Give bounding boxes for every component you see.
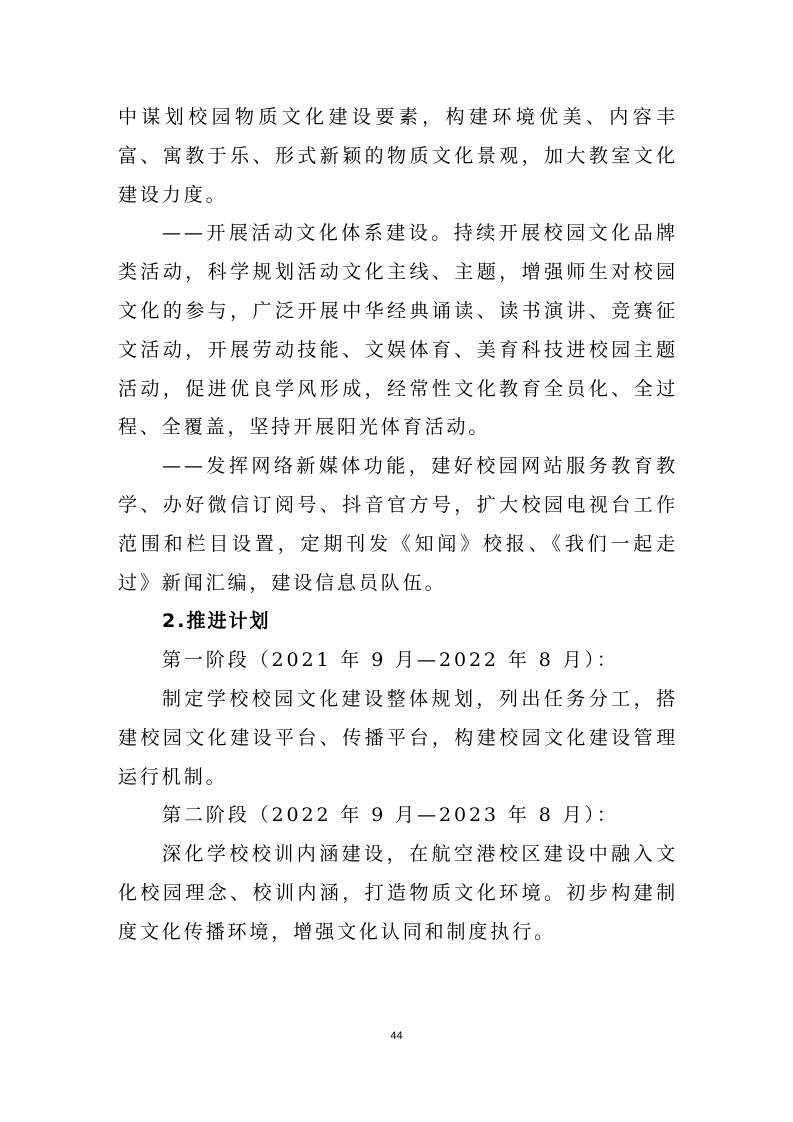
paragraph-activity-culture: ——开展活动文化体系建设。持续开展校园文化品牌类活动，科学规划活动文化主线、主题，增强师生对校园文化的参与，广泛开展中华经典诵读、读书演讲、竞赛征文活动，开展劳动技能、文娱体育、美育科技进校园主题活动，促进优良学风形成，经常性文化教育全员化、全过程、全覆盖，坚持开展阳光体育活动。 xyxy=(118,222,678,439)
stage-2-title: 第二阶段（2022 年 9 月—2023 年 8 月）： xyxy=(162,804,619,827)
section-heading: 2.推进计划 xyxy=(162,610,271,633)
paragraph-material-culture: 中谋划校园物质文化建设要素，构建环境优美、内容丰富、寓教于乐、形式新颖的物质文化景观，加大教室文化建设力度。 xyxy=(118,106,678,206)
body-text xyxy=(118,98,678,952)
stage-2-body: 深化学校校训内涵建设，在航空港校区建设中融入文化校园理念、校训内涵，打造物质文化环境。初步构建制度文化传播环境，增强文化认同和制度执行。 xyxy=(118,843,678,943)
stage-1-body: 制定学校校园文化建设整体规划，列出任务分工，搭建校园文化建设平台、传播平台，构建校园文化建设管理运行机制。 xyxy=(118,687,678,788)
stage-1-title: 第一阶段（2021 年 9 月—2022 年 8 月）： xyxy=(162,649,619,672)
page-number: 44 xyxy=(390,1030,403,1042)
paragraph-new-media: ——发挥网络新媒体功能，建好校园网站服务教育教学、办好微信订阅号、抖音官方号，扩大校园电视台工作范围和栏目设置，定期刊发《知闻》校报、《我们一起走过》新闻汇编，建设信息员队伍。 xyxy=(118,455,678,594)
